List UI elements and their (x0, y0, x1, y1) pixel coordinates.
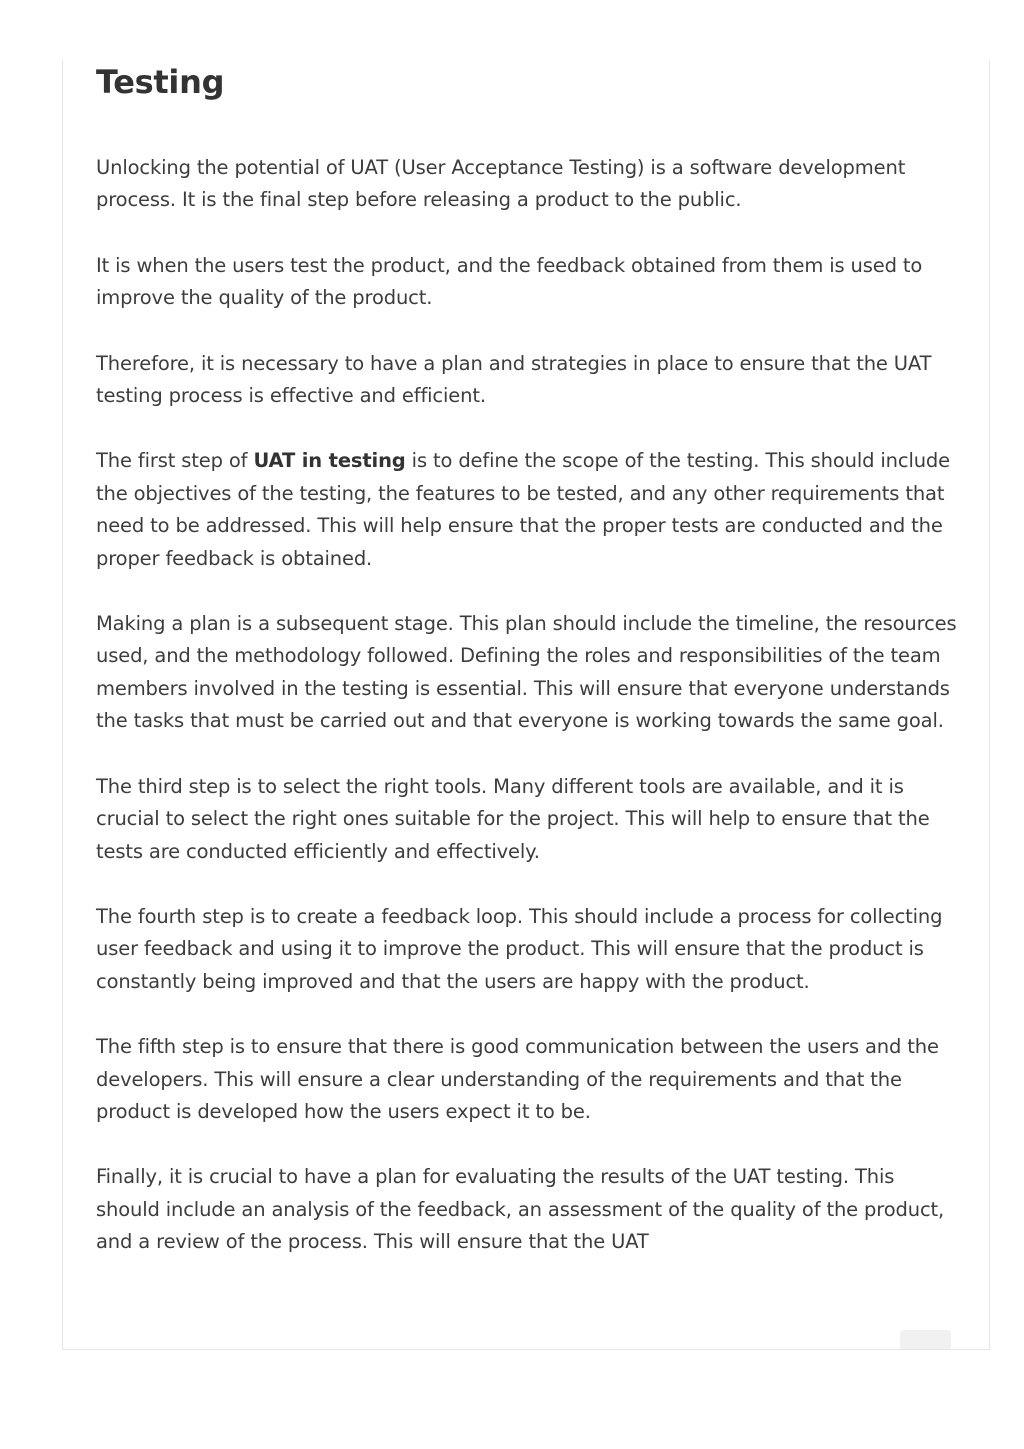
paragraph-fifth-step: The fifth step is to ensure that there is good communication between the users and the developers. This will ensure a clear understanding of the requirements and that the product is developed how the users expect it to be. (96, 1035, 939, 1123)
article-title: Testing (96, 63, 225, 101)
paragraph-intro: Unlocking the potential of UAT (User Acceptance Testing) is a software development process. It is the final step before releasing a product to the public. (96, 156, 906, 212)
first-step-text-before: The first step of (96, 449, 254, 473)
paragraph-third-step: The third step is to select the right tools. Many different tools are available, and it is crucial to select the right ones suitable for the project. This will help to ensure that the tests are conducted efficiently and effectively. (96, 774, 930, 863)
paragraph-first-step (96, 445, 961, 575)
paragraph-final-step: Finally, it is crucial to have a plan for evaluating the results of the UAT testing. This should include an analysis of the feedback, an assessment of the quality of the product, and a review of the process. This will ensure that the UAT (96, 1165, 945, 1254)
paragraph-second-step: Making a plan is a subsequent stage. This plan should include the timeline, the resources used, and the methodology followed. Defining the roles and responsibilities of the team members involved in the testing is essential. This will ensure that everyone understands the tasks that must be carried out and that everyone is working towards the same goal. (96, 612, 957, 733)
article-content (96, 60, 961, 1292)
paragraph-fourth-step: The fourth step is to create a feedback loop. This should include a process for collecting user feedback and using it to improve the product. This will ensure that the product is constantly being improved and that the users are happy with the product. (96, 904, 943, 993)
uat-in-testing-link[interactable]: UAT in testing (253, 449, 406, 473)
paragraph-plan-strategies: Therefore, it is necessary to have a plan and strategies in place to ensure that the UAT testing process is effective and efficient. (96, 351, 932, 408)
article-body (96, 152, 961, 1259)
scroll-to-top-button[interactable] (900, 1330, 951, 1349)
article-card (62, 60, 990, 1350)
paragraph-feedback: It is when the users test the product, and the feedback obtained from them is used to improve the quality of the product. (96, 253, 923, 310)
first-step-text-after: is to define the scope of the testing. This should include the objectives of the testing, the features to be tested, and any other requirements that need to be addressed. This will help ensure that the proper tests are conducted and the proper feedback is obtained. (96, 449, 951, 570)
